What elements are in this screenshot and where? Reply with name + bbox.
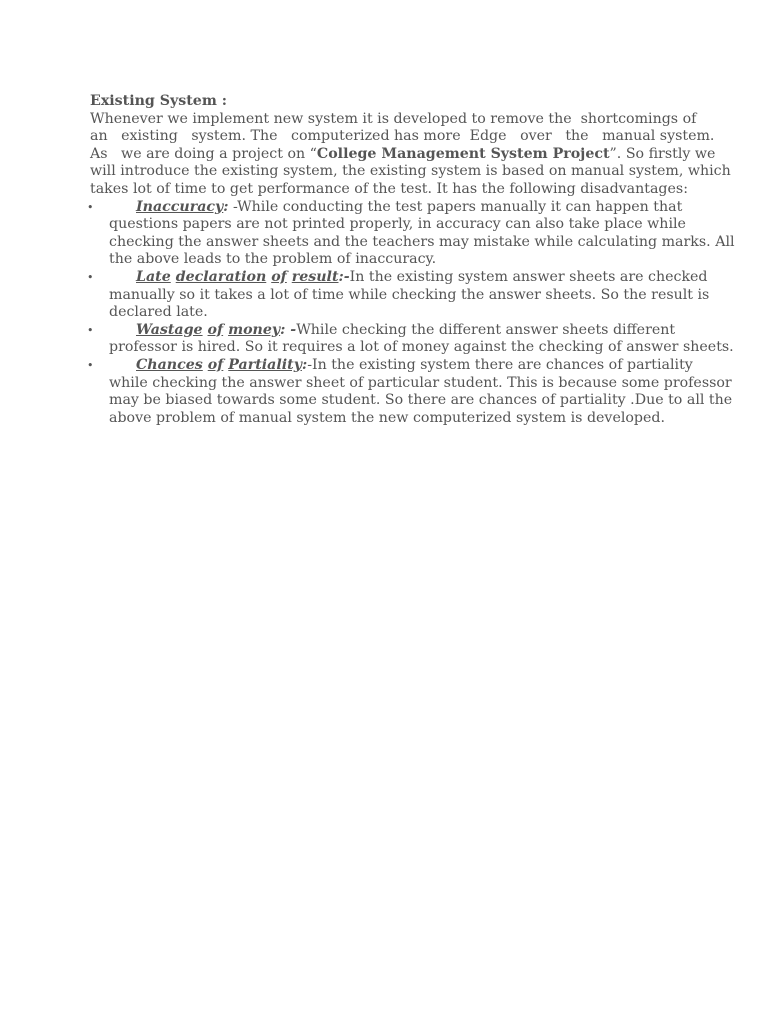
- term-label: [136, 269, 350, 285]
- term-word: money: [228, 321, 281, 338]
- list-item-inaccuracy: [87, 198, 735, 269]
- intro-text: As we are doing a project on “: [90, 145, 317, 162]
- project-title: College Management System Project: [316, 145, 610, 162]
- term-word: Partiality: [228, 356, 302, 373]
- intro-line: an existing system. The computerized has more Edge over the manual system.: [90, 128, 715, 145]
- intro-line: Whenever we implement new system it is developed to remove the shortcomings of: [90, 110, 697, 127]
- list-item-line: the above leads to the problem of inaccuracy.: [109, 251, 437, 268]
- term-word: Inaccuracy: [136, 198, 224, 215]
- term-word: of: [207, 356, 224, 373]
- list-item-line: [109, 268, 708, 287]
- list-item-wastage-of-money: [87, 321, 734, 357]
- term-label: [136, 322, 296, 338]
- term-label: [136, 357, 307, 373]
- list-item-line: may be biased towards some student. So there are chances of partiality .Due to all the: [109, 392, 733, 409]
- term-word: result: [291, 268, 339, 285]
- list-item-line: manually so it takes a lot of time while checking the answer sheets. So the result is: [109, 286, 710, 303]
- intro-line: will introduce the existing system, the existing system is based on manual system, which: [90, 163, 731, 180]
- bullet-icon: •: [87, 270, 94, 284]
- list-item-line: [109, 199, 690, 217]
- term-separator: :: [301, 356, 308, 373]
- intro-paragraph: [90, 110, 731, 199]
- list-item-line: [109, 356, 693, 375]
- list-item-line: checking the answer sheets and the teachers may mistake while calculating marks. All: [109, 233, 735, 250]
- term-separator: :: [223, 198, 229, 215]
- document-body: [87, 93, 735, 427]
- list-item-late-declaration: [87, 268, 710, 322]
- term-word: Late: [136, 268, 171, 285]
- disadvantages-list: [87, 198, 735, 428]
- term-word: of: [271, 268, 287, 285]
- list-item-line: [109, 322, 690, 340]
- item-text: While checking the different answer sheets different: [296, 321, 676, 338]
- list-item-line: while checking the answer sheet of particular student. This is because some professor: [109, 374, 732, 391]
- intro-text: ”. So firstly we: [609, 145, 716, 162]
- term-word: declaration: [175, 268, 267, 285]
- intro-line: takes lot of time to get performance of the test. It has the following disadvantages:: [90, 180, 688, 197]
- item-text: -While conducting the test papers manually it can happen that: [228, 198, 683, 215]
- item-text: -In the existing system there are chances of partiality: [307, 356, 693, 373]
- term-word: Chances: [136, 356, 203, 373]
- term-label: [136, 199, 229, 215]
- term-word: of: [207, 321, 224, 338]
- bullet-icon: •: [87, 323, 94, 337]
- term-word: Wastage: [136, 321, 203, 338]
- bullet-icon: •: [87, 200, 94, 214]
- list-item-chances-of-partiality: [87, 356, 733, 427]
- intro-line: [90, 145, 716, 164]
- section-heading: Existing System :: [90, 93, 228, 109]
- term-separator: : -: [280, 321, 297, 338]
- term-separator: :-: [338, 268, 350, 285]
- bullet-icon: •: [87, 358, 94, 372]
- item-text: In the existing system answer sheets are checked: [349, 268, 708, 285]
- list-item-line: declared late.: [109, 304, 208, 321]
- list-item-line: above problem of manual system the new computerized system is developed.: [109, 409, 665, 426]
- list-item-line: questions papers are not printed properly, in accuracy can also take place while: [109, 216, 686, 233]
- list-item-line: professor is hired. So it requires a lot of money against the checking of answer sheets.: [109, 339, 734, 356]
